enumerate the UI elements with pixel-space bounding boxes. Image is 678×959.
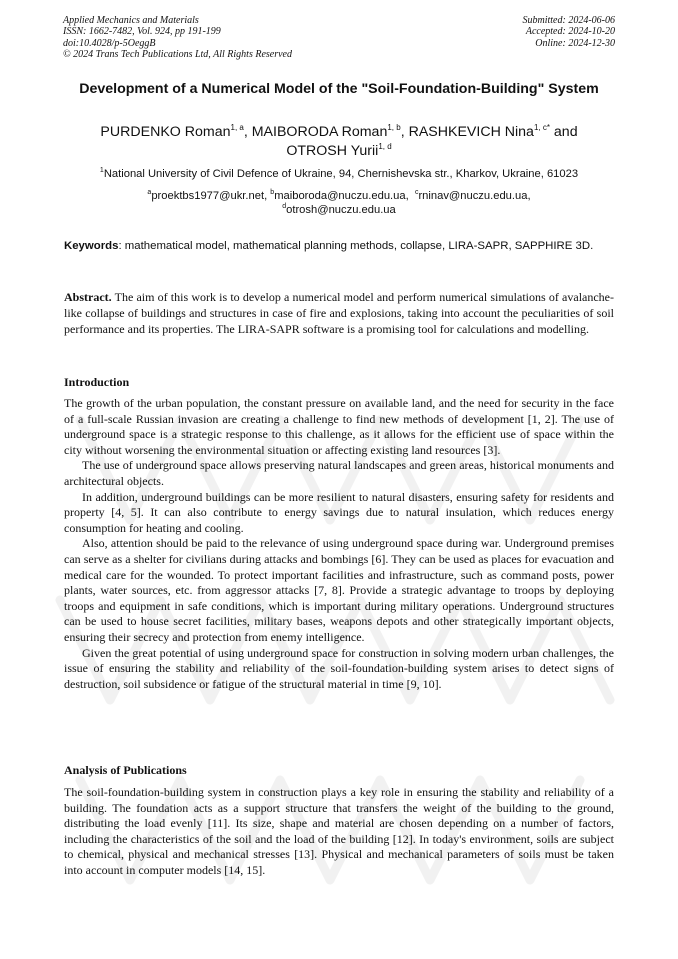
- keywords: [64, 238, 614, 255]
- keywords-label: Keywords: [64, 240, 119, 252]
- online-date: Online: 2024-12-30: [535, 37, 615, 49]
- doi-line: doi:10.4028/p-5OeggB: [63, 37, 156, 49]
- author-name: MAIBORODA Roman: [251, 124, 388, 140]
- email-mark: a: [147, 189, 152, 196]
- introduction-heading: Introduction: [64, 375, 130, 389]
- author-name: RASHKEVICH Nina: [408, 124, 534, 140]
- paragraph: The soil-foundation-building system in construction plays a key role in ensuring the stability and reliability of a building. The foundation acts as a support structure that transfers the weight of the building to the ground, distributing the load evenly [11]. Its size, shape and material are chosen depending on a number of factors, including the characteristics of the soil and the load of the building [12]. In today's environment, soils are subject to chemical, physical and mechanical stresses [13]. Physical and mechanical parameters of soils must be taken into account in computer models [14, 15].: [64, 785, 614, 877]
- affiliation: [40, 167, 638, 181]
- email-link[interactable]: maiboroda@nuczu.edu.ua: [274, 190, 406, 202]
- paragraph: Given the great potential of using underground space for construction in solving modern urban challenges, the issue of ensuring the stability and reliability of the soil-foundation-building system arises to detect signs of destruction, soil subsidence or fatigue of the structural material in time [9, 10].: [64, 645, 614, 691]
- copyright-line: © 2024 Trans Tech Publications Ltd, All Rights Reserved: [63, 49, 292, 61]
- author-affiliation-mark: 1, c*: [533, 123, 550, 132]
- paper-title: Development of a Numerical Model of the "Soil-Foundation-Building" System: [79, 81, 599, 97]
- header-left: [63, 15, 292, 61]
- email-list: $^a$proektbs1977@ukr.net, $^b$maiboroda@nuczu.edu.ua, $^c$rninav@nuczu.edu.ua, $^d$otrosh@nuczu.edu.ua: [147, 189, 531, 216]
- author-name: PURDENKO Roman: [100, 124, 231, 140]
- email-link[interactable]: otrosh@nuczu.edu.ua: [286, 204, 396, 216]
- abstract: [64, 289, 614, 337]
- author-affiliation-mark: 1, d: [378, 142, 392, 151]
- submitted-date: Submitted: 2024-06-06: [522, 15, 615, 26]
- accepted-date: Accepted: 2024-10-20: [525, 26, 615, 38]
- paragraph: In addition, underground buildings can be more resilient to natural disasters, ensuring safety for residents and property [4, 5]. It can also contribute to energy savings due to natural insulation, which reduces energy consumption for heating and cooling.: [64, 489, 614, 535]
- paragraph: The use of underground space allows preserving natural landscapes and green areas, historical monuments and architectural objects.: [64, 458, 614, 488]
- abstract-label: Abstract.: [64, 290, 112, 304]
- author-list: [70, 123, 608, 161]
- introduction-body: [64, 396, 614, 692]
- header-right: [523, 15, 616, 49]
- affiliation-text: National University of Civil Defence of Ukraine, 94, Chernishevska str., Kharkov, Ukraine, 61023: [103, 168, 579, 180]
- paragraph: The growth of the urban population, the constant pressure on available land, and the need for security in the face of a full-scale Russian invasion are creating a challenge to find new methods of development [1, 2]. The use of underground space is a strategic response to this challenge, as it allows for the efficient use of space within the city without worsening the environmental situation or affecting existing land resources [3].: [64, 396, 614, 457]
- email-link[interactable]: rninav@nuczu.edu.ua: [418, 190, 528, 202]
- paragraph: Also, attention should be paid to the relevance of using underground space during war. Underground premises can serve as a shelter for civilians during attacks and bombings [6]. They can be used as places for evacuation and medical care for the wounded. To protect important facilities and infrastructure, such as command posts, power plants, water sources, etc. from aggressor attacks [7, 8]. Provide a strategic advantage to troops by deploying troops and equipment in safe conditions, which is important during military operations. Underground structures can be used to house secret facilities, military bases, weapons depots and other strategically important objects, ensuring their secrecy and protection from enemy intelligence.: [64, 536, 614, 644]
- analysis-body: [64, 785, 614, 879]
- abstract-text: The aim of this work is to develop a numerical model and perform numerical simulations of avalanche-like collapse of buildings and structures in case of fire and explosions, taking into account the peculiarities of soil performance and its properties. The LIRA-SAPR software is a promising tool for calculations and modelling.: [64, 290, 614, 336]
- email-mark: c: [414, 189, 419, 196]
- email-mark: b: [270, 189, 275, 196]
- keywords-text: : mathematical model, mathematical planning methods, collapse, LIRA-SAPR, SAPPHIRE 3D.: [118, 240, 594, 252]
- issn-line: ISSN: 1662-7482, Vol. 924, pp 191-199: [63, 26, 221, 38]
- author-separator: ,: [400, 124, 409, 140]
- journal-name: Applied Mechanics and Materials: [63, 15, 199, 26]
- author-separator: ,: [243, 124, 252, 140]
- analysis-heading: Analysis of Publications: [64, 763, 187, 777]
- affiliation-mark: 1: [99, 167, 104, 174]
- author-separator: and: [549, 124, 578, 140]
- author-affiliation-mark: 1, a: [230, 123, 244, 132]
- author-name: OTROSH Yurii: [286, 143, 379, 159]
- author-affiliation-mark: 1, b: [387, 123, 401, 132]
- email-link[interactable]: proektbs1977@ukr.net: [151, 190, 265, 202]
- email-mark: d: [282, 203, 287, 210]
